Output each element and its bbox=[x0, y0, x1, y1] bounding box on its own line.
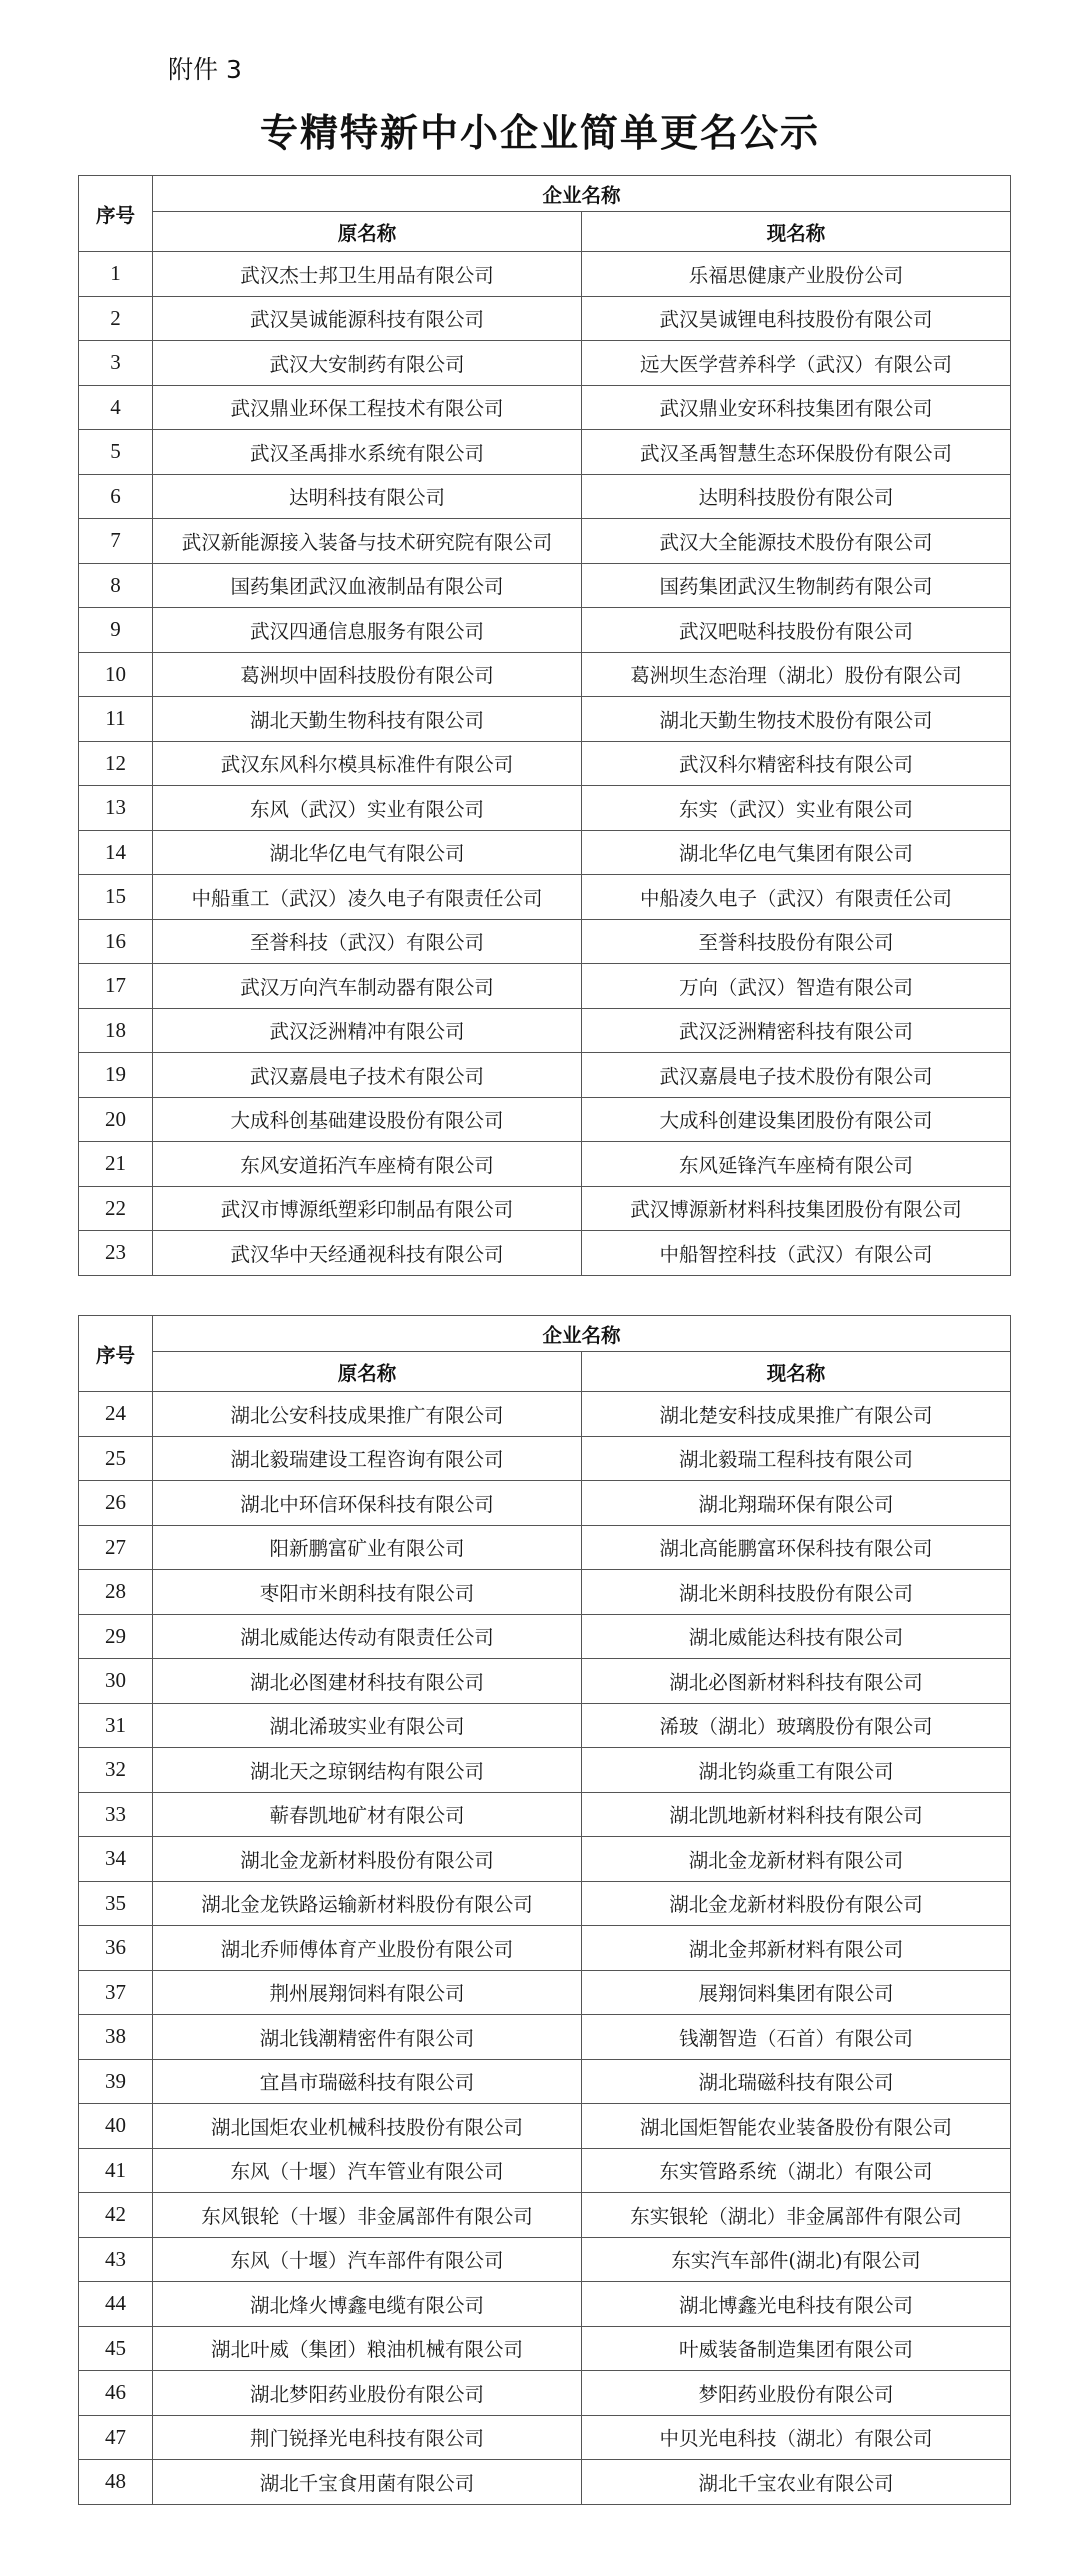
table-row bbox=[79, 296, 1011, 341]
new-name-cell: 叶威装备制造集团有限公司 bbox=[582, 2326, 1011, 2371]
old-name-cell: 武汉圣禹排水系统有限公司 bbox=[153, 430, 582, 475]
seq-cell: 18 bbox=[79, 1008, 153, 1053]
old-name-cell: 荆门锐择光电科技有限公司 bbox=[153, 2415, 582, 2460]
table-row bbox=[79, 2104, 1011, 2149]
table-row bbox=[79, 830, 1011, 875]
table-row bbox=[79, 741, 1011, 786]
old-name-cell: 武汉鼎业环保工程技术有限公司 bbox=[153, 385, 582, 430]
old-name-cell: 葛洲坝中固科技股份有限公司 bbox=[153, 652, 582, 697]
seq-cell: 36 bbox=[79, 1926, 153, 1971]
old-name-cell: 东风（武汉）实业有限公司 bbox=[153, 786, 582, 831]
table-row bbox=[79, 2059, 1011, 2104]
old-name-cell: 国药集团武汉血液制品有限公司 bbox=[153, 563, 582, 608]
seq-cell: 29 bbox=[79, 1614, 153, 1659]
seq-cell: 33 bbox=[79, 1792, 153, 1837]
table-row bbox=[79, 2193, 1011, 2238]
seq-cell: 20 bbox=[79, 1097, 153, 1142]
table-row bbox=[79, 919, 1011, 964]
seq-cell: 16 bbox=[79, 919, 153, 964]
new-name-cell: 万向（武汉）智造有限公司 bbox=[582, 964, 1011, 1009]
table-row bbox=[79, 1881, 1011, 1926]
table-row bbox=[79, 2326, 1011, 2371]
new-name-cell: 武汉科尔精密科技有限公司 bbox=[582, 741, 1011, 786]
new-name-cell: 至誉科技股份有限公司 bbox=[582, 919, 1011, 964]
seq-cell: 34 bbox=[79, 1837, 153, 1882]
new-name-cell: 武汉博源新材料科技集团股份有限公司 bbox=[582, 1186, 1011, 1231]
old-name-cell: 枣阳市米朗科技有限公司 bbox=[153, 1570, 582, 1615]
table-row bbox=[79, 608, 1011, 653]
old-name-cell: 湖北金龙铁路运输新材料股份有限公司 bbox=[153, 1881, 582, 1926]
old-name-cell: 湖北中环信环保科技有限公司 bbox=[153, 1481, 582, 1526]
seq-cell: 42 bbox=[79, 2193, 153, 2238]
seq-cell: 27 bbox=[79, 1525, 153, 1570]
old-name-cell: 达明科技有限公司 bbox=[153, 474, 582, 519]
old-name-cell: 湖北天勤生物科技有限公司 bbox=[153, 697, 582, 742]
table-row bbox=[79, 519, 1011, 564]
old-name-cell: 阳新鹏富矿业有限公司 bbox=[153, 1525, 582, 1570]
seq-cell: 39 bbox=[79, 2059, 153, 2104]
seq-header: 序号 bbox=[79, 1316, 153, 1392]
table-row bbox=[79, 2371, 1011, 2416]
seq-cell: 19 bbox=[79, 1053, 153, 1098]
seq-cell: 9 bbox=[79, 608, 153, 653]
table-row bbox=[79, 1392, 1011, 1437]
old-name-cell: 湖北钱潮精密件有限公司 bbox=[153, 2015, 582, 2060]
table-row bbox=[79, 563, 1011, 608]
new-name-cell: 湖北金龙新材料股份有限公司 bbox=[582, 1881, 1011, 1926]
old-name-cell: 湖北梦阳药业股份有限公司 bbox=[153, 2371, 582, 2416]
table-row bbox=[79, 1970, 1011, 2015]
table-row bbox=[79, 652, 1011, 697]
new-name-cell: 中船智控科技（武汉）有限公司 bbox=[582, 1231, 1011, 1276]
new-name-cell: 武汉嘉晨电子技术股份有限公司 bbox=[582, 1053, 1011, 1098]
seq-cell: 7 bbox=[79, 519, 153, 564]
old-name-cell: 荆州展翔饲料有限公司 bbox=[153, 1970, 582, 2015]
table-row bbox=[79, 786, 1011, 831]
attachment-label: 附件 3 bbox=[168, 55, 242, 84]
old-name-cell: 湖北浠玻实业有限公司 bbox=[153, 1703, 582, 1748]
seq-cell: 37 bbox=[79, 1970, 153, 2015]
new-name-cell: 乐福思健康产业股份公司 bbox=[582, 252, 1011, 297]
new-name-cell: 达明科技股份有限公司 bbox=[582, 474, 1011, 519]
table-row bbox=[79, 875, 1011, 920]
old-name-cell: 湖北金龙新材料股份有限公司 bbox=[153, 1837, 582, 1882]
seq-cell: 11 bbox=[79, 697, 153, 742]
table-row bbox=[79, 474, 1011, 519]
new-name-cell: 大成科创建设集团股份有限公司 bbox=[582, 1097, 1011, 1142]
seq-cell: 35 bbox=[79, 1881, 153, 1926]
new-name-cell: 东实管路系统（湖北）有限公司 bbox=[582, 2148, 1011, 2193]
table-row bbox=[79, 1231, 1011, 1276]
seq-cell: 32 bbox=[79, 1748, 153, 1793]
seq-cell: 47 bbox=[79, 2415, 153, 2460]
new-name-cell: 湖北天勤生物技术股份有限公司 bbox=[582, 697, 1011, 742]
seq-cell: 5 bbox=[79, 430, 153, 475]
table-row bbox=[79, 385, 1011, 430]
new-name-cell: 湖北国炬智能农业装备股份有限公司 bbox=[582, 2104, 1011, 2149]
seq-cell: 40 bbox=[79, 2104, 153, 2149]
table-row bbox=[79, 1053, 1011, 1098]
new-name-cell: 湖北千宝农业有限公司 bbox=[582, 2460, 1011, 2505]
seq-cell: 41 bbox=[79, 2148, 153, 2193]
seq-cell: 45 bbox=[79, 2326, 153, 2371]
old-name-cell: 湖北千宝食用菌有限公司 bbox=[153, 2460, 582, 2505]
seq-cell: 10 bbox=[79, 652, 153, 697]
seq-cell: 17 bbox=[79, 964, 153, 1009]
new-name-cell: 湖北凯地新材料科技有限公司 bbox=[582, 1792, 1011, 1837]
seq-cell: 4 bbox=[79, 385, 153, 430]
new-name-cell: 湖北钧焱重工有限公司 bbox=[582, 1748, 1011, 1793]
rename-table-part-1 bbox=[78, 175, 1011, 1276]
new-name-cell: 钱潮智造（石首）有限公司 bbox=[582, 2015, 1011, 2060]
table-row bbox=[79, 1703, 1011, 1748]
new-name-cell: 湖北必图新材料科技有限公司 bbox=[582, 1659, 1011, 1704]
table-row bbox=[79, 2415, 1011, 2460]
old-name-cell: 湖北叶威（集团）粮油机械有限公司 bbox=[153, 2326, 582, 2371]
old-name-cell: 宜昌市瑞磁科技有限公司 bbox=[153, 2059, 582, 2104]
old-name-header: 原名称 bbox=[153, 212, 582, 252]
seq-cell: 46 bbox=[79, 2371, 153, 2416]
new-name-cell: 湖北高能鹏富环保科技有限公司 bbox=[582, 1525, 1011, 1570]
old-name-cell: 湖北必图建材科技有限公司 bbox=[153, 1659, 582, 1704]
new-name-cell: 湖北瑞磁科技有限公司 bbox=[582, 2059, 1011, 2104]
old-name-cell: 东风安道拓汽车座椅有限公司 bbox=[153, 1142, 582, 1187]
new-name-cell: 中船凌久电子（武汉）有限责任公司 bbox=[582, 875, 1011, 920]
old-name-cell: 武汉万向汽车制动器有限公司 bbox=[153, 964, 582, 1009]
new-name-cell: 武汉大全能源技术股份有限公司 bbox=[582, 519, 1011, 564]
seq-cell: 15 bbox=[79, 875, 153, 920]
table-row bbox=[79, 1614, 1011, 1659]
table-row bbox=[79, 252, 1011, 297]
company-name-group-header: 企业名称 bbox=[153, 176, 1011, 212]
new-name-cell: 湖北博鑫光电科技有限公司 bbox=[582, 2282, 1011, 2327]
table-row bbox=[79, 1186, 1011, 1231]
old-name-cell: 湖北天之琼钢结构有限公司 bbox=[153, 1748, 582, 1793]
old-name-cell: 湖北乔师傅体育产业股份有限公司 bbox=[153, 1926, 582, 1971]
page-title: 专精特新中小企业简单更名公示 bbox=[259, 111, 820, 155]
table-row bbox=[79, 1926, 1011, 1971]
new-name-cell: 东实（武汉）实业有限公司 bbox=[582, 786, 1011, 831]
table-row bbox=[79, 1097, 1011, 1142]
table-row bbox=[79, 2237, 1011, 2282]
table-row bbox=[79, 697, 1011, 742]
table-row bbox=[79, 1792, 1011, 1837]
seq-header: 序号 bbox=[79, 176, 153, 252]
seq-cell: 14 bbox=[79, 830, 153, 875]
table-row bbox=[79, 2282, 1011, 2327]
old-name-cell: 湖北国炬农业机械科技股份有限公司 bbox=[153, 2104, 582, 2149]
old-name-cell: 武汉华中天经通视科技有限公司 bbox=[153, 1231, 582, 1276]
new-name-cell: 湖北翔瑞环保有限公司 bbox=[582, 1481, 1011, 1526]
old-name-cell: 武汉昊诚能源科技有限公司 bbox=[153, 296, 582, 341]
table-row bbox=[79, 2460, 1011, 2505]
seq-cell: 21 bbox=[79, 1142, 153, 1187]
seq-cell: 24 bbox=[79, 1392, 153, 1437]
old-name-cell: 东风银轮（十堰）非金属部件有限公司 bbox=[153, 2193, 582, 2238]
old-name-cell: 武汉大安制药有限公司 bbox=[153, 341, 582, 386]
new-name-cell: 展翔饲料集团有限公司 bbox=[582, 1970, 1011, 2015]
old-name-cell: 蕲春凯地矿材有限公司 bbox=[153, 1792, 582, 1837]
seq-cell: 28 bbox=[79, 1570, 153, 1615]
seq-cell: 3 bbox=[79, 341, 153, 386]
old-name-cell: 湖北华亿电气有限公司 bbox=[153, 830, 582, 875]
old-name-cell: 湖北公安科技成果推广有限公司 bbox=[153, 1392, 582, 1437]
old-name-cell: 武汉泛洲精冲有限公司 bbox=[153, 1008, 582, 1053]
old-name-cell: 东风（十堰）汽车管业有限公司 bbox=[153, 2148, 582, 2193]
new-name-cell: 远大医学营养科学（武汉）有限公司 bbox=[582, 341, 1011, 386]
seq-cell: 1 bbox=[79, 252, 153, 297]
new-name-header: 现名称 bbox=[582, 1352, 1011, 1392]
seq-cell: 6 bbox=[79, 474, 153, 519]
table-row bbox=[79, 2015, 1011, 2060]
seq-cell: 8 bbox=[79, 563, 153, 608]
company-name-group-header: 企业名称 bbox=[153, 1316, 1011, 1352]
old-name-cell: 至誉科技（武汉）有限公司 bbox=[153, 919, 582, 964]
seq-cell: 30 bbox=[79, 1659, 153, 1704]
old-name-cell: 武汉东风科尔模具标准件有限公司 bbox=[153, 741, 582, 786]
old-name-cell: 武汉四通信息服务有限公司 bbox=[153, 608, 582, 653]
new-name-cell: 中贝光电科技（湖北）有限公司 bbox=[582, 2415, 1011, 2460]
table-row bbox=[79, 1748, 1011, 1793]
table-row bbox=[79, 964, 1011, 1009]
seq-cell: 31 bbox=[79, 1703, 153, 1748]
seq-cell: 38 bbox=[79, 2015, 153, 2060]
seq-cell: 26 bbox=[79, 1481, 153, 1526]
new-name-cell: 武汉泛洲精密科技有限公司 bbox=[582, 1008, 1011, 1053]
old-name-cell: 湖北威能达传动有限责任公司 bbox=[153, 1614, 582, 1659]
old-name-cell: 大成科创基础建设股份有限公司 bbox=[153, 1097, 582, 1142]
table-row bbox=[79, 1837, 1011, 1882]
table-row bbox=[79, 430, 1011, 475]
new-name-header: 现名称 bbox=[582, 212, 1011, 252]
old-name-cell: 中船重工（武汉）凌久电子有限责任公司 bbox=[153, 875, 582, 920]
seq-cell: 25 bbox=[79, 1436, 153, 1481]
old-name-cell: 东风（十堰）汽车部件有限公司 bbox=[153, 2237, 582, 2282]
table-row bbox=[79, 1570, 1011, 1615]
old-name-cell: 武汉新能源接入装备与技术研究院有限公司 bbox=[153, 519, 582, 564]
seq-cell: 22 bbox=[79, 1186, 153, 1231]
new-name-cell: 湖北华亿电气集团有限公司 bbox=[582, 830, 1011, 875]
new-name-cell: 湖北金龙新材料有限公司 bbox=[582, 1837, 1011, 1882]
table-row bbox=[79, 1659, 1011, 1704]
new-name-cell: 葛洲坝生态治理（湖北）股份有限公司 bbox=[582, 652, 1011, 697]
new-name-cell: 东实汽车部件(湖北)有限公司 bbox=[582, 2237, 1011, 2282]
old-name-header: 原名称 bbox=[153, 1352, 582, 1392]
old-name-cell: 湖北毅瑞建设工程咨询有限公司 bbox=[153, 1436, 582, 1481]
new-name-cell: 湖北金邦新材料有限公司 bbox=[582, 1926, 1011, 1971]
new-name-cell: 湖北威能达科技有限公司 bbox=[582, 1614, 1011, 1659]
table-row bbox=[79, 341, 1011, 386]
new-name-cell: 武汉圣禹智慧生态环保股份有限公司 bbox=[582, 430, 1011, 475]
old-name-cell: 武汉杰士邦卫生用品有限公司 bbox=[153, 252, 582, 297]
table-row bbox=[79, 1436, 1011, 1481]
rename-table-part-2 bbox=[78, 1315, 1011, 2505]
table-row bbox=[79, 2148, 1011, 2193]
seq-cell: 48 bbox=[79, 2460, 153, 2505]
seq-cell: 44 bbox=[79, 2282, 153, 2327]
table-row bbox=[79, 1008, 1011, 1053]
seq-cell: 23 bbox=[79, 1231, 153, 1276]
new-name-cell: 东实银轮（湖北）非金属部件有限公司 bbox=[582, 2193, 1011, 2238]
seq-cell: 13 bbox=[79, 786, 153, 831]
new-name-cell: 国药集团武汉生物制药有限公司 bbox=[582, 563, 1011, 608]
table-row bbox=[79, 1142, 1011, 1187]
table-row bbox=[79, 1525, 1011, 1570]
seq-cell: 12 bbox=[79, 741, 153, 786]
old-name-cell: 武汉市博源纸塑彩印制品有限公司 bbox=[153, 1186, 582, 1231]
new-name-cell: 湖北米朗科技股份有限公司 bbox=[582, 1570, 1011, 1615]
new-name-cell: 湖北楚安科技成果推广有限公司 bbox=[582, 1392, 1011, 1437]
table-row bbox=[79, 1481, 1011, 1526]
new-name-cell: 浠玻（湖北）玻璃股份有限公司 bbox=[582, 1703, 1011, 1748]
new-name-cell: 梦阳药业股份有限公司 bbox=[582, 2371, 1011, 2416]
new-name-cell: 武汉吧哒科技股份有限公司 bbox=[582, 608, 1011, 653]
old-name-cell: 湖北烽火博鑫电缆有限公司 bbox=[153, 2282, 582, 2327]
new-name-cell: 湖北毅瑞工程科技有限公司 bbox=[582, 1436, 1011, 1481]
old-name-cell: 武汉嘉晨电子技术有限公司 bbox=[153, 1053, 582, 1098]
seq-cell: 43 bbox=[79, 2237, 153, 2282]
new-name-cell: 东风延锋汽车座椅有限公司 bbox=[582, 1142, 1011, 1187]
seq-cell: 2 bbox=[79, 296, 153, 341]
new-name-cell: 武汉鼎业安环科技集团有限公司 bbox=[582, 385, 1011, 430]
new-name-cell: 武汉昊诚锂电科技股份有限公司 bbox=[582, 296, 1011, 341]
